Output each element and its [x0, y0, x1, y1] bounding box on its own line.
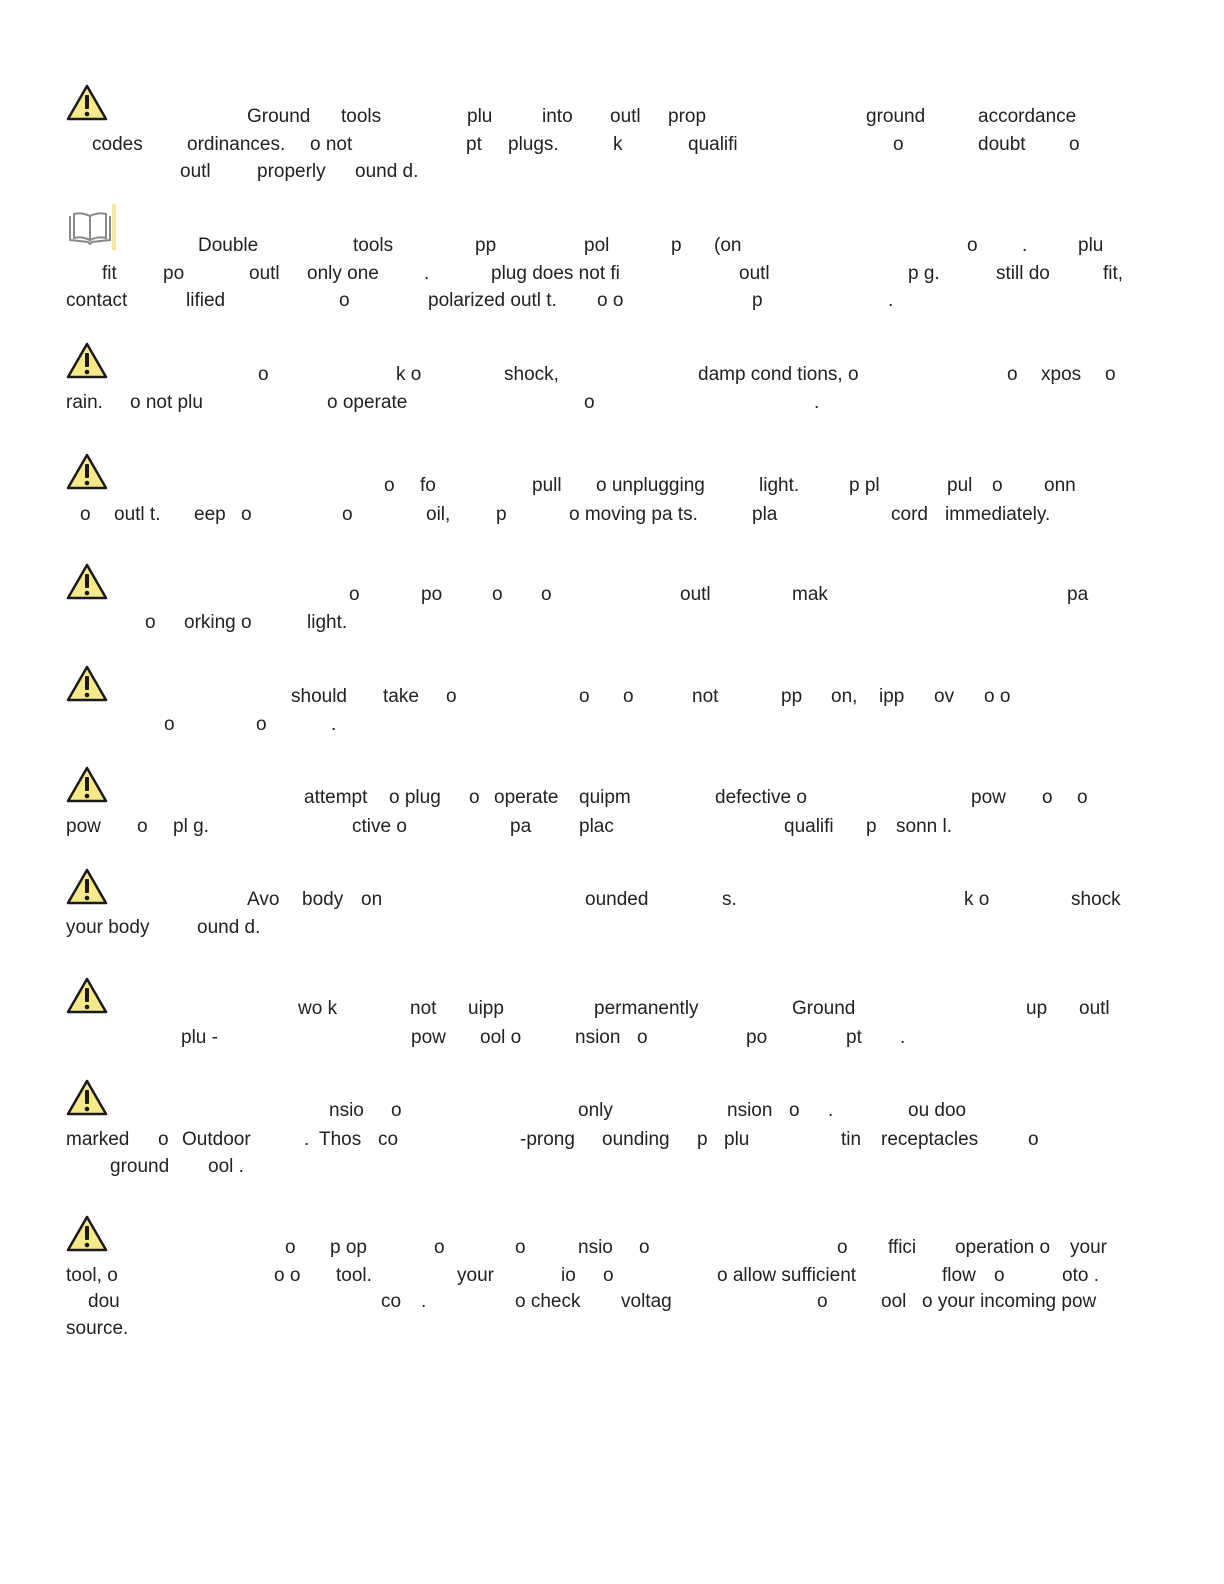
text-fragment: o	[391, 1100, 402, 1121]
text-fragment: on	[361, 889, 383, 910]
text-fragment: pt	[846, 1027, 862, 1048]
text-fragment: permanently	[594, 998, 699, 1019]
text-fragment: ctive o	[352, 816, 407, 837]
text-fragment: pow	[66, 816, 101, 837]
text-fragment: o	[285, 1237, 296, 1258]
text-fragment: s.	[722, 889, 737, 910]
text-fragment: o	[579, 686, 590, 707]
text-fragment: light.	[759, 475, 800, 496]
text-fragment: o	[256, 714, 267, 735]
text-fragment: ool	[881, 1291, 907, 1312]
warning-triangle-icon	[66, 1215, 108, 1253]
text-fragment: nsion	[575, 1027, 621, 1048]
text-fragment: ov	[934, 686, 955, 707]
text-fragment: o	[158, 1129, 169, 1150]
text-fragment: o	[164, 714, 175, 735]
text-fragment: o o	[984, 686, 1011, 707]
text-fragment: o	[1077, 787, 1088, 808]
text-fragment: cord	[891, 504, 928, 525]
text-fragment: p	[671, 235, 682, 256]
warning-triangle-icon	[66, 563, 108, 601]
text-fragment: operate	[494, 787, 559, 808]
text-fragment: defective o	[715, 787, 807, 808]
text-fragment: o	[837, 1237, 848, 1258]
text-fragment: uipp	[468, 998, 504, 1019]
text-fragment: po	[163, 263, 185, 284]
warning-triangle-icon	[66, 868, 108, 906]
text-fragment: oto .	[1062, 1265, 1099, 1286]
text-fragment: Outdoor	[182, 1129, 251, 1150]
text-fragment: pol	[584, 235, 610, 256]
text-fragment: ipp	[879, 686, 905, 707]
text-fragment: po	[746, 1027, 768, 1048]
text-fragment: ordinances.	[187, 134, 286, 155]
warning-triangle-icon	[66, 977, 108, 1015]
text-fragment: pa	[1067, 584, 1089, 605]
text-fragment: o	[1028, 1129, 1039, 1150]
text-fragment: o plug	[389, 787, 441, 808]
text-fragment: o	[469, 787, 480, 808]
text-fragment: ground	[866, 106, 926, 127]
text-fragment: your	[1070, 1237, 1107, 1258]
text-fragment: o	[1007, 364, 1018, 385]
text-fragment: codes	[92, 134, 143, 155]
text-fragment: plu	[467, 106, 493, 127]
text-fragment: o moving pa ts.	[569, 504, 698, 525]
text-fragment: o	[349, 584, 360, 605]
text-fragment: o not	[310, 134, 353, 155]
text-fragment: o	[342, 504, 353, 525]
text-fragment: o	[817, 1291, 828, 1312]
text-fragment: k	[613, 134, 623, 155]
text-fragment: o	[639, 1237, 650, 1258]
text-fragment: receptacles	[881, 1129, 979, 1150]
text-fragment: p	[496, 504, 507, 525]
text-fragment: o your incoming pow	[922, 1291, 1097, 1312]
text-fragment: ground	[110, 1156, 170, 1177]
text-fragment: ound d.	[197, 917, 261, 938]
text-fragment: ool .	[208, 1156, 244, 1177]
text-fragment: body	[302, 889, 344, 910]
text-fragment: o	[80, 504, 91, 525]
text-fragment: o unplugging	[596, 475, 705, 496]
text-fragment: fit	[102, 263, 117, 284]
text-fragment: outl	[680, 584, 711, 605]
text-fragment: pl g.	[173, 816, 209, 837]
text-fragment: o	[137, 816, 148, 837]
text-fragment: p	[752, 290, 763, 311]
text-fragment: o check	[515, 1291, 581, 1312]
text-fragment: voltag	[621, 1291, 672, 1312]
text-fragment: ounding	[602, 1129, 670, 1150]
text-fragment: ounded	[585, 889, 649, 910]
text-fragment: pow	[971, 787, 1006, 808]
text-fragment: k o	[396, 364, 422, 385]
text-fragment: o	[492, 584, 503, 605]
text-fragment: rain.	[66, 392, 103, 413]
text-fragment: pt	[466, 134, 482, 155]
text-fragment: source.	[66, 1318, 129, 1339]
text-fragment: .	[1022, 235, 1028, 256]
text-fragment: o o	[597, 290, 624, 311]
text-fragment: doubt	[978, 134, 1026, 155]
text-fragment: not	[692, 686, 719, 707]
text-fragment: into	[542, 106, 573, 127]
text-fragment: .	[814, 392, 820, 413]
text-fragment: qualifi	[688, 134, 738, 155]
text-fragment: Thos	[319, 1129, 362, 1150]
text-fragment: fo	[420, 475, 436, 496]
text-fragment: p	[697, 1129, 708, 1150]
text-fragment: .	[304, 1129, 310, 1150]
text-fragment: o allow sufficient	[717, 1265, 857, 1286]
text-fragment: tools	[341, 106, 382, 127]
text-fragment: marked	[66, 1129, 130, 1150]
text-fragment: .	[331, 714, 337, 735]
warning-triangle-icon	[66, 1079, 108, 1117]
text-fragment: polarized outl t.	[428, 290, 557, 311]
text-fragment: contact	[66, 290, 128, 311]
text-fragment: eep	[194, 504, 226, 525]
text-fragment: plu	[1078, 235, 1104, 256]
text-fragment: o	[1105, 364, 1116, 385]
text-fragment: o	[145, 612, 156, 633]
text-fragment: .	[900, 1027, 906, 1048]
text-fragment: ou doo	[908, 1100, 967, 1121]
text-fragment: o	[241, 504, 252, 525]
text-fragment: o	[603, 1265, 614, 1286]
text-fragment: plugs.	[508, 134, 559, 155]
text-fragment: not	[410, 998, 437, 1019]
text-fragment: pa	[510, 816, 532, 837]
text-fragment: prop	[668, 106, 707, 127]
text-fragment: pow	[411, 1027, 446, 1048]
text-fragment: o	[623, 686, 634, 707]
text-fragment: accordance	[978, 106, 1077, 127]
text-fragment: Double	[198, 235, 259, 256]
text-fragment: fit,	[1103, 263, 1124, 284]
manual-book-icon	[66, 204, 118, 252]
text-fragment: .	[888, 290, 894, 311]
text-fragment: onn	[1044, 475, 1076, 496]
text-fragment: your body	[66, 917, 150, 938]
text-fragment: pla	[752, 504, 778, 525]
text-fragment: nsio	[329, 1100, 364, 1121]
text-fragment: o operate	[327, 392, 408, 413]
text-fragment: on,	[831, 686, 858, 707]
text-fragment: o o	[274, 1265, 301, 1286]
text-fragment: flow	[942, 1265, 976, 1286]
text-fragment: co	[378, 1129, 399, 1150]
text-fragment: mak	[792, 584, 828, 605]
text-fragment: immediately.	[945, 504, 1051, 525]
text-fragment: Ground	[792, 998, 856, 1019]
text-fragment: o	[992, 475, 1003, 496]
text-fragment: o	[541, 584, 552, 605]
text-fragment: plug does not fi	[491, 263, 620, 284]
text-fragment: dou	[88, 1291, 120, 1312]
text-fragment: Ground	[247, 106, 311, 127]
text-fragment: k o	[964, 889, 990, 910]
text-fragment: pul	[947, 475, 973, 496]
text-fragment: plac	[579, 816, 614, 837]
text-fragment: po	[421, 584, 443, 605]
text-fragment: o	[384, 475, 395, 496]
text-fragment: o	[1042, 787, 1053, 808]
text-fragment: o	[584, 392, 595, 413]
text-fragment: only	[578, 1100, 613, 1121]
text-fragment: -prong	[520, 1129, 575, 1150]
text-fragment: o	[1069, 134, 1080, 155]
text-fragment: ool o	[480, 1027, 522, 1048]
text-fragment: outl t.	[114, 504, 161, 525]
text-fragment: nsion	[727, 1100, 773, 1121]
text-fragment: pull	[532, 475, 562, 496]
text-fragment: outl	[610, 106, 641, 127]
text-fragment: orking o	[184, 612, 252, 633]
text-fragment: o	[446, 686, 457, 707]
text-fragment: shock,	[504, 364, 559, 385]
text-fragment: oil,	[426, 504, 451, 525]
text-fragment: operation o	[955, 1237, 1051, 1258]
text-fragment: sonn l.	[896, 816, 952, 837]
warning-triangle-icon	[66, 766, 108, 804]
text-fragment: your	[457, 1265, 494, 1286]
text-fragment: light.	[307, 612, 348, 633]
text-fragment: tool, o	[66, 1265, 118, 1286]
text-fragment: outl	[180, 161, 211, 182]
warning-triangle-icon	[66, 453, 108, 491]
text-fragment: .	[424, 263, 430, 284]
text-fragment: plu	[724, 1129, 750, 1150]
warning-triangle-icon	[66, 84, 108, 122]
text-fragment: o	[339, 290, 350, 311]
warning-triangle-icon	[66, 342, 108, 380]
text-fragment: o not plu	[130, 392, 203, 413]
text-fragment: tin	[841, 1129, 862, 1150]
text-fragment: qualifi	[784, 816, 834, 837]
text-fragment: up	[1026, 998, 1048, 1019]
text-fragment: outl	[739, 263, 770, 284]
text-fragment: p op	[330, 1237, 367, 1258]
text-fragment: pp	[781, 686, 803, 707]
warning-triangle-icon	[66, 665, 108, 703]
text-fragment: wo k	[298, 998, 338, 1019]
text-fragment: Avo	[247, 889, 280, 910]
text-fragment: outl	[1079, 998, 1110, 1019]
text-fragment: only one	[307, 263, 379, 284]
text-fragment: io	[561, 1265, 576, 1286]
text-fragment: tool.	[336, 1265, 372, 1286]
text-fragment: attempt	[304, 787, 368, 808]
text-fragment: p	[866, 816, 877, 837]
text-fragment: (on	[714, 235, 742, 256]
text-fragment: .	[421, 1291, 427, 1312]
text-fragment: p pl	[849, 475, 880, 496]
text-fragment: pp	[475, 235, 497, 256]
text-fragment: p g.	[908, 263, 940, 284]
text-fragment: plu -	[181, 1027, 218, 1048]
text-fragment: outl	[249, 263, 280, 284]
text-fragment: o	[637, 1027, 648, 1048]
text-fragment: take	[383, 686, 419, 707]
text-fragment: co	[381, 1291, 402, 1312]
text-fragment: nsio	[578, 1237, 613, 1258]
text-fragment: ound d.	[355, 161, 419, 182]
text-fragment: o	[893, 134, 904, 155]
text-fragment: o	[967, 235, 978, 256]
text-fragment: quipm	[579, 787, 631, 808]
text-fragment: o	[515, 1237, 526, 1258]
text-fragment: should	[291, 686, 347, 707]
text-fragment: xpos	[1041, 364, 1082, 385]
text-fragment: .	[828, 1100, 834, 1121]
text-fragment: tools	[353, 235, 394, 256]
text-fragment: o	[434, 1237, 445, 1258]
text-fragment: damp cond tions, o	[698, 364, 859, 385]
text-fragment: properly	[257, 161, 326, 182]
text-fragment: o	[994, 1265, 1005, 1286]
text-fragment: shock	[1071, 889, 1121, 910]
text-fragment: ffici	[888, 1237, 917, 1258]
text-fragment: o	[789, 1100, 800, 1121]
text-fragment: lified	[186, 290, 226, 311]
text-fragment: still do	[996, 263, 1050, 284]
text-fragment: o	[258, 364, 269, 385]
